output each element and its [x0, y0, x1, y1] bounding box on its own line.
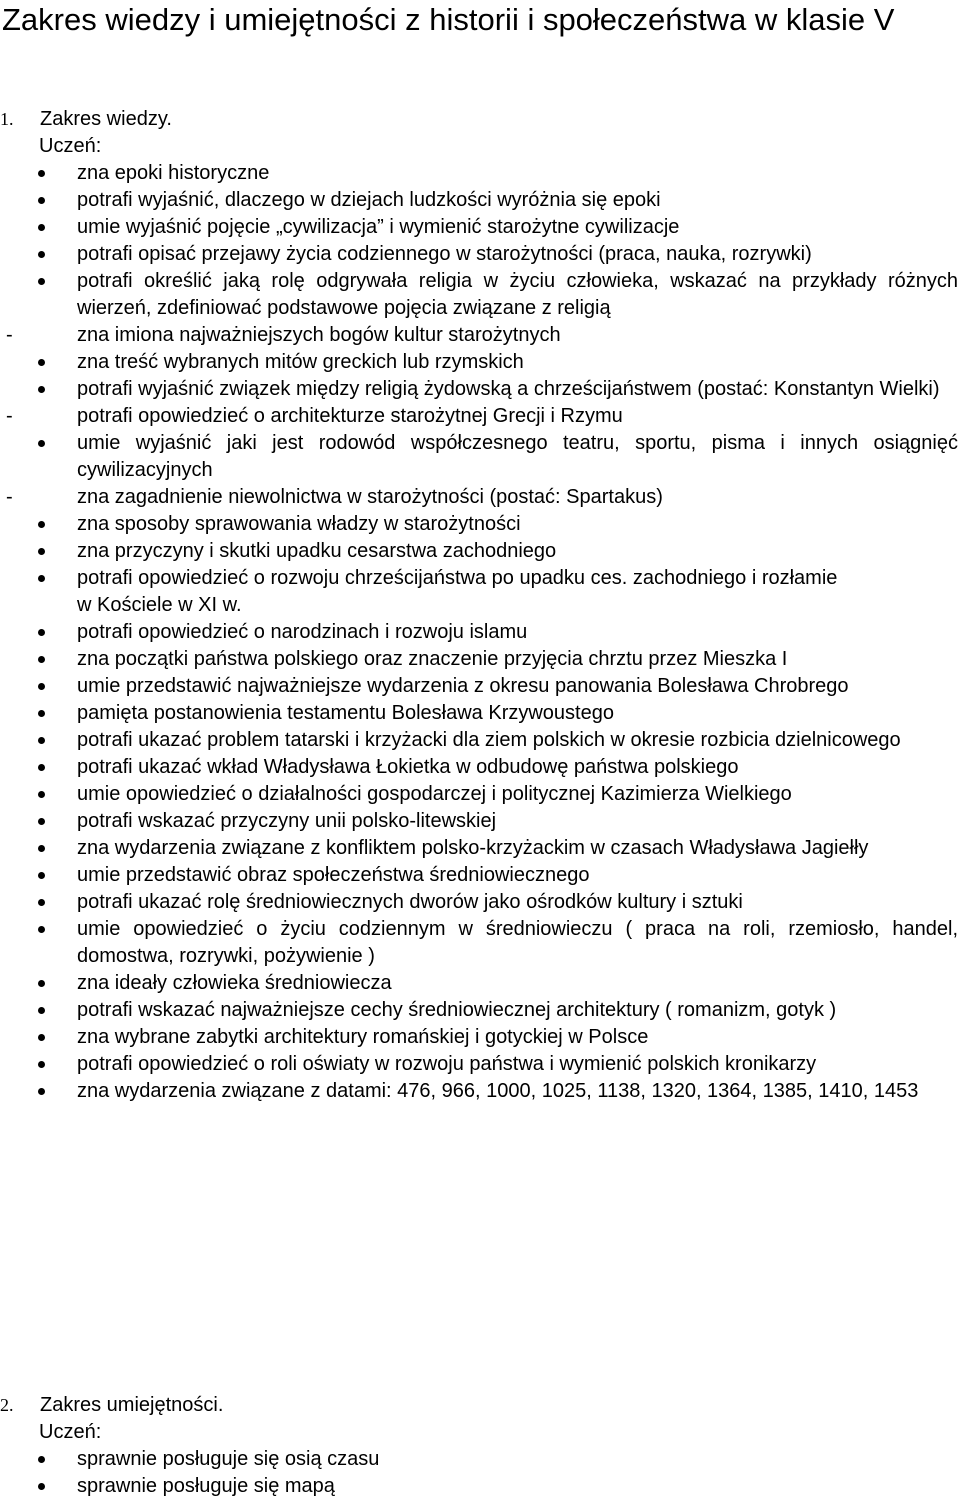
page-title: Zakres wiedzy i umiejętności z historii i społeczeństwa w klasie V [2, 2, 895, 37]
bullet-icon [38, 575, 45, 582]
bullet-icon [38, 386, 45, 393]
bullet-icon [38, 359, 45, 366]
list-item [0, 916, 960, 970]
list-item [0, 511, 960, 538]
list-item-text: umie wyjaśnić pojęcie „cywilizacja” i wymienić starożytne cywilizacje [77, 216, 680, 238]
list-item-text: potrafi opisać przejawy życia codziennego w starożytności (praca, nauka, rozrywki) [77, 243, 812, 265]
list-item [0, 619, 960, 646]
list-item-text: umie opowiedzieć o działalności gospodarczej i politycznej Kazimierza Wielkiego [77, 783, 792, 805]
list-item-text: zna wydarzenia związane z konfliktem polsko-krzyżackim w czasach Władysława Jagiełły [77, 837, 869, 859]
list-item [0, 538, 960, 565]
bullet-icon [38, 899, 45, 906]
list-item-text: zna sposoby sprawowania władzy w starożytności [77, 513, 521, 535]
section-title: Zakres wiedzy. [40, 108, 172, 130]
bullet-icon [38, 1007, 45, 1014]
bullet-icon [38, 629, 45, 636]
bullet-icon [38, 1088, 45, 1095]
bullet-icon [38, 980, 45, 987]
knowledge-list [0, 160, 960, 1105]
list-item-text: potrafi opowiedzieć o rozwoju chrześcijaństwa po upadku ces. zachodniego i rozłamie [77, 567, 838, 589]
list-item-text: zna epoki historyczne [77, 162, 270, 184]
list-item [0, 1446, 960, 1473]
bullet-icon [38, 764, 45, 771]
section-heading-knowledge [0, 106, 172, 133]
list-item-text: zna przyczyny i skutki upadku cesarstwa zachodniego [77, 540, 557, 562]
list-item-text: sprawnie posługuje się osią czasu [77, 1448, 380, 1470]
list-item [0, 160, 960, 187]
list-item-text: potrafi określić jaką rolę odgrywała religia w życiu człowieka, wskazać na przykłady różnych wierzeń, zdefiniować podstawowe pojęcia związane z religią [77, 270, 958, 319]
list-item [0, 241, 960, 268]
pupil-label: Uczeń: [39, 135, 102, 157]
list-item [0, 727, 960, 754]
list-item [0, 862, 960, 889]
list-item [0, 781, 960, 808]
bullet-icon [38, 278, 45, 285]
dash-marker: - [6, 324, 13, 346]
list-item-text: potrafi wskazać najważniejsze cechy średniowiecznej architektury ( romanizm, gotyk ) [77, 999, 837, 1021]
list-item-text: zna zagadnienie niewolnictwa w starożytności (postać: Spartakus) [77, 486, 663, 508]
list-item [0, 889, 960, 916]
list-item [0, 187, 960, 214]
list-item [0, 970, 960, 997]
bullet-icon [38, 737, 45, 744]
list-item-text: potrafi wyjaśnić, dlaczego w dziejach ludzkości wyróżnia się epoki [77, 189, 661, 211]
section-number: 2. [0, 1395, 14, 1415]
section-heading-skills [0, 1392, 223, 1419]
list-item-text: zna imiona najważniejszych bogów kultur starożytnych [77, 324, 561, 346]
list-item [0, 754, 960, 781]
bullet-icon [38, 791, 45, 798]
list-item-text: potrafi ukazać rolę średniowiecznych dworów jako ośrodków kultury i sztuki [77, 891, 743, 913]
list-item [0, 565, 960, 619]
list-item [0, 268, 960, 322]
list-item-text: zna treść wybranych mitów greckich lub rzymskich [77, 351, 524, 373]
bullet-icon [38, 710, 45, 717]
list-item-text: umie wyjaśnić jaki jest rodowód współczesnego teatru, sportu, pisma i innych osiągnięć cywilizacyjnych [77, 432, 958, 481]
dash-marker: - [6, 486, 13, 508]
list-item [0, 1051, 960, 1078]
list-item [0, 214, 960, 241]
list-item-text: potrafi ukazać problem tatarski i krzyżacki dla ziem polskich w okresie rozbicia dzielnicowego [77, 729, 901, 751]
bullet-icon [38, 656, 45, 663]
list-item [0, 1078, 960, 1105]
list-item [0, 808, 960, 835]
bullet-icon [38, 224, 45, 231]
list-item-text: potrafi ukazać wkład Władysława Łokietka w odbudowę państwa polskiego [77, 756, 739, 778]
list-item-text: umie przedstawić najważniejsze wydarzenia z okresu panowania Bolesława Chrobrego [77, 675, 849, 697]
list-item-text: pamięta postanowienia testamentu Bolesława Krzywoustego [77, 702, 614, 724]
section-number: 1. [0, 109, 14, 129]
list-item-text: zna wydarzenia związane z datami: 476, 966, 1000, 1025, 1138, 1320, 1364, 1385, 1410, 1453 [77, 1080, 919, 1102]
list-item [0, 835, 960, 862]
list-item-text: potrafi opowiedzieć o roli oświaty w rozwoju państwa i wymienić polskich kronikarzy [77, 1053, 817, 1075]
bullet-icon [38, 926, 45, 933]
bullet-icon [38, 683, 45, 690]
bullet-icon [38, 1034, 45, 1041]
list-item [0, 646, 960, 673]
bullet-icon [38, 1456, 45, 1463]
bullet-icon [38, 170, 45, 177]
list-item-text: sprawnie posługuje się mapą [77, 1475, 335, 1497]
list-item [0, 430, 960, 484]
bullet-icon [38, 1483, 45, 1490]
bullet-icon [38, 521, 45, 528]
list-item-text: zna początki państwa polskiego oraz znaczenie przyjęcia chrztu przez Mieszka I [77, 648, 788, 670]
skills-list [0, 1446, 960, 1500]
bullet-icon [38, 872, 45, 879]
list-item [0, 403, 960, 430]
list-item-text: potrafi wskazać przyczyny unii polsko-litewskiej [77, 810, 497, 832]
list-item [0, 1473, 960, 1500]
list-item-text: zna wybrane zabytki architektury romańskiej i gotyckiej w Polsce [77, 1026, 649, 1048]
bullet-icon [38, 1061, 45, 1068]
list-item-text: umie przedstawić obraz społeczeństwa średniowiecznego [77, 864, 590, 886]
list-item-continuation: w Kościele w XI w. [77, 594, 242, 616]
list-item-text: potrafi wyjaśnić związek między religią żydowską a chrześcijaństwem (postać: Konstantyn Wielki) [77, 378, 940, 400]
list-item [0, 1024, 960, 1051]
dash-marker: - [6, 405, 13, 427]
bullet-icon [38, 251, 45, 258]
list-item-text: zna ideały człowieka średniowiecza [77, 972, 392, 994]
list-item-text: umie opowiedzieć o życiu codziennym w średniowieczu ( praca na roli, rzemiosło, handel, domostwa, rozrywki, pożywienie ) [77, 918, 958, 967]
list-item [0, 700, 960, 727]
section-title: Zakres umiejętności. [40, 1394, 224, 1416]
bullet-icon [38, 440, 45, 447]
list-item [0, 673, 960, 700]
list-item-text: potrafi opowiedzieć o narodzinach i rozwoju islamu [77, 621, 528, 643]
pupil-label: Uczeń: [39, 1421, 102, 1443]
list-item-text: potrafi opowiedzieć o architekturze starożytnej Grecji i Rzymu [77, 405, 623, 427]
bullet-icon [38, 548, 45, 555]
list-item [0, 484, 960, 511]
bullet-icon [38, 845, 45, 852]
bullet-icon [38, 197, 45, 204]
bullet-icon [38, 818, 45, 825]
list-item [0, 997, 960, 1024]
list-item [0, 376, 960, 403]
list-item [0, 349, 960, 376]
list-item [0, 322, 960, 349]
